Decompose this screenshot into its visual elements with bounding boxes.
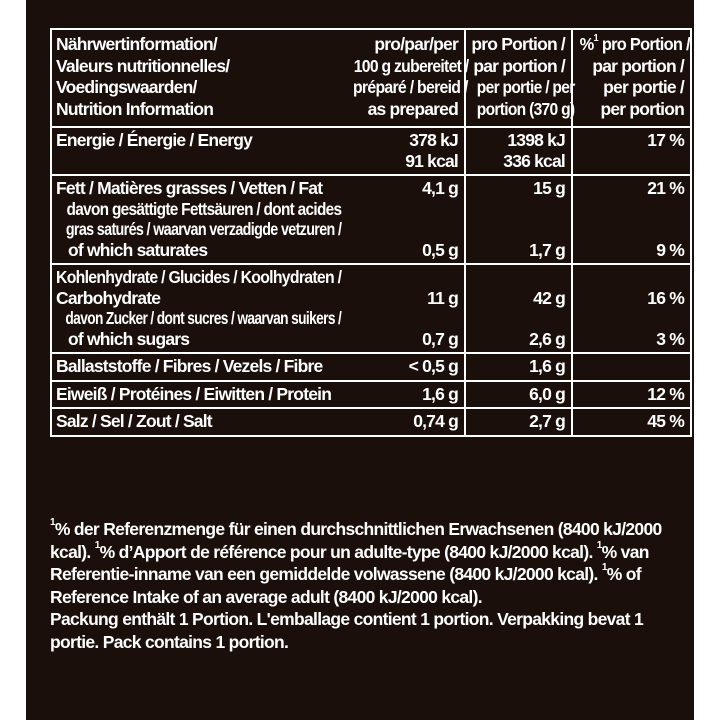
nutrient-label [52, 354, 342, 380]
percent-sign: % [579, 34, 594, 54]
spacer [466, 267, 565, 288]
spacer [573, 199, 684, 220]
value-line: 1,7 g [529, 239, 565, 260]
spacer [342, 199, 458, 220]
spacer [573, 308, 684, 329]
value-line: 2,7 g [529, 411, 565, 431]
value-line: 21 % [647, 178, 684, 198]
footnote-mark: 1 [601, 562, 607, 573]
nutrient-label [52, 265, 342, 352]
spacer [573, 267, 684, 288]
header-line: pro Portion / [471, 34, 565, 54]
table-row-fat [52, 174, 690, 263]
value-reference-intake [573, 409, 690, 435]
sub-label-line: of which sugars [68, 328, 190, 349]
label-line: Fett / Matières grasses / Vetten / Fat [56, 178, 323, 198]
spacer [466, 219, 565, 240]
value-line: 6,0 g [529, 383, 565, 404]
value-line: 0,7 g [422, 328, 458, 349]
value-per100g [342, 354, 466, 380]
nutrition-table [50, 28, 692, 437]
label-line: Ballaststoffe / Fibres / Vezels / Fibre [56, 356, 323, 376]
header-line: per portie / per [476, 77, 575, 97]
footnote-text-en: % of Reference Intake of an average adult (8400 kJ/2000 kcal). [50, 564, 641, 607]
spacer [342, 308, 458, 329]
reference-intake-footnote [50, 518, 690, 608]
value-line: 1,6 g [422, 383, 458, 404]
value-per100g [342, 176, 466, 263]
spacer [466, 308, 565, 329]
value-line: 45 % [647, 411, 684, 431]
footnote-text-nl: % van Referentie-inname van een gemiddelde volwassene (8400 kJ/2000 kcal). [50, 541, 649, 584]
value-line: 9 % [656, 239, 684, 260]
value-line [573, 356, 684, 377]
value-per100g [342, 265, 466, 352]
header-line: par portion / [592, 55, 684, 76]
label-line: Carbohydrate [56, 287, 161, 308]
header-per100g [342, 30, 469, 126]
spacer [342, 267, 458, 288]
nutrient-label [52, 382, 342, 408]
value-reference-intake [573, 382, 690, 408]
label-line: Energie / Énergie / Energy [56, 130, 253, 150]
table-header [52, 30, 690, 126]
header-line: pro/par/per [374, 34, 458, 54]
value-per-portion [466, 382, 573, 408]
header-line: Nährwertinformation/ [56, 34, 217, 54]
value-per-portion [466, 409, 573, 435]
value-per-portion [466, 265, 573, 352]
header-line: par portion / [473, 55, 565, 76]
header-line [579, 33, 690, 56]
header-line: portion (370 g) [476, 98, 575, 119]
footnote-block [50, 518, 690, 653]
value-line: 3 % [656, 328, 684, 349]
nutrient-label [52, 409, 342, 435]
value-line: 1398 kJ [507, 130, 565, 150]
value-line: 11 g [427, 287, 458, 308]
label-line: Eiweiß / Protéines / Eiwitten / Protein [56, 383, 332, 404]
value-per-portion [466, 354, 573, 380]
value-reference-intake [573, 265, 690, 352]
header-reference-intake [573, 30, 690, 126]
value-per-portion [466, 176, 573, 263]
footnote-mark: 1 [50, 517, 55, 528]
value-line: 1,6 g [529, 356, 565, 376]
nutrition-label-panel [26, 0, 694, 720]
value-line: 336 kcal [503, 150, 565, 171]
sub-label-line: davon gesättigte Fettsäuren / dont acides [66, 198, 342, 219]
label-line: Kohlenhydrate / Glucides / Koolhydraten / [56, 267, 342, 287]
footnote-mark: 1 [94, 539, 100, 551]
value-per100g [342, 409, 466, 435]
value-line: < 0,5 g [408, 356, 458, 376]
value-per-portion [466, 128, 573, 174]
header-line-text: pro Portion / [601, 34, 690, 54]
header-per-portion [466, 30, 573, 126]
header-line: préparé / bereid / [352, 77, 468, 97]
table-row-energy [52, 126, 690, 174]
value-line: 0,5 g [422, 239, 458, 260]
value-line: 42 g [533, 287, 565, 308]
header-line: Nutrition Information [56, 98, 214, 119]
footnote-text-de: % der Referenzmenge für einen durchschnittlichen Erwachsenen (8400 kJ/2000 kcal). [50, 519, 662, 562]
header-line: as prepared [367, 98, 458, 119]
nutrient-label [52, 128, 342, 174]
table-row-salt [52, 407, 690, 435]
value-line: 16 % [647, 287, 684, 308]
header-line: per portion [600, 98, 684, 119]
pack-contents-note: Packung enthält 1 Portion. L'emballage contient 1 portion. Verpakking bevat 1 portie. Pack contains 1 portion. [50, 609, 644, 652]
value-reference-intake [573, 176, 690, 263]
nutrient-label [52, 176, 342, 263]
value-line: 12 % [647, 383, 684, 404]
sub-label-line: davon Zucker / dont sucres / waarvan suikers / [65, 308, 342, 328]
value-line: 15 g [533, 178, 565, 198]
header-line: Voedingswaarden/ [56, 77, 197, 97]
value-line: 0,74 g [413, 411, 458, 431]
value-line: 4,1 g [422, 178, 458, 198]
header-nutrient [52, 30, 342, 126]
spacer [342, 219, 458, 240]
value-per100g [342, 382, 466, 408]
spacer [466, 199, 565, 220]
header-line: per portie / [603, 77, 684, 97]
value-line: 17 % [647, 130, 684, 150]
header-line: 100 g zubereitet / [353, 55, 469, 76]
table-row-fibre [52, 352, 690, 380]
header-line: Valeurs nutritionnelles/ [56, 55, 230, 76]
footnote-mark: 1 [596, 539, 602, 551]
spacer [573, 219, 684, 240]
value-per100g [342, 128, 466, 174]
table-row-carbohydrate [52, 263, 690, 352]
label-line: Salz / Sel / Zout / Salt [56, 411, 212, 431]
value-line: 2,6 g [529, 328, 565, 349]
sub-label-line: gras saturés / waarvan verzadigde vetzuren / [65, 219, 342, 239]
sub-label-line: of which saturates [68, 239, 208, 260]
footnote-text-fr: % d’Apport de référence pour un adulte-type (8400 kJ/2000 kcal). [99, 541, 597, 562]
value-line: 91 kcal [405, 150, 458, 171]
footnote-mark: 1 [593, 33, 599, 44]
value-line: 378 kJ [409, 130, 458, 150]
table-row-protein [52, 380, 690, 408]
value-reference-intake [573, 128, 690, 174]
value-reference-intake [573, 354, 690, 380]
